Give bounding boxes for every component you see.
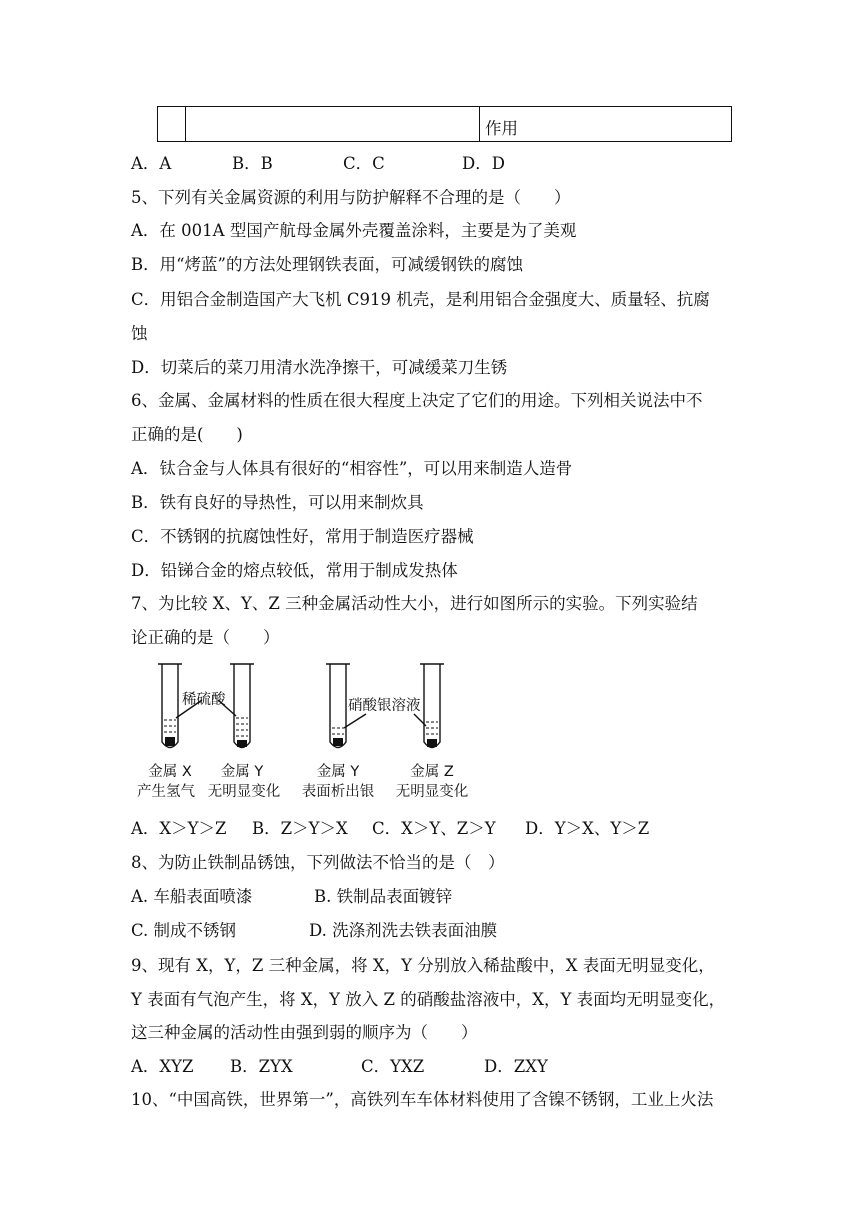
q5-option-b: B．用“烤蓝”的方法处理钢铁表面，可减缓钢铁的腐蚀: [131, 255, 523, 274]
tube-3-result: 表面析出银: [301, 784, 375, 800]
q5-option-d: D．切菜后的菜刀用清水洗净擦干，可减缓菜刀生锈: [131, 358, 508, 377]
table-fragment: [157, 106, 732, 142]
table-divider: [185, 107, 186, 141]
q4-option-a: A．A: [131, 154, 172, 173]
tube-3-metal: 金属 Y: [316, 764, 360, 780]
q6-option-c: C．不锈钢的抗腐蚀性好，常用于制造医疗器械: [131, 527, 474, 546]
q5-stem: 5、下列有关金属资源的利用与防护解释不合理的是（ ）: [131, 188, 571, 207]
q5-option-c: C．用铝合金制造国产大飞机 C919 机壳，是利用铝合金强度大、质量轻、抗腐: [131, 290, 710, 309]
q9-option-c: C．YXZ: [361, 1057, 425, 1076]
metal-z-piece: [427, 739, 437, 747]
q5-option-c-cont: 蚀: [131, 324, 148, 343]
test-tube-x: [162, 664, 178, 748]
q5-option-a: A．在 001A 型国产航母金属外壳覆盖涂料，主要是为了美观: [131, 221, 577, 240]
q7-option-b: B．Z＞Y＞X: [252, 819, 348, 838]
q8-option-b: B. 铁制品表面镀锌: [314, 887, 453, 906]
metal-x-piece: [165, 737, 175, 746]
q8-option-d: D. 洗涤剂洗去铁表面油膜: [309, 921, 498, 940]
q9-stem-2: Y 表面有气泡产生，将 X，Y 放入 Z 的硝酸盐溶液中，X，Y 表面均无明显变化，: [131, 990, 726, 1009]
q9-option-b: B．ZYX: [230, 1057, 293, 1076]
table-cell: 作用: [485, 119, 518, 138]
q4-option-c: C．C: [343, 154, 385, 173]
q8-option-c: C. 制成不锈钢: [131, 921, 237, 940]
q7-option-a: A．X＞Y＞Z: [131, 819, 227, 838]
tube-4-result: 无明显变化: [395, 784, 469, 800]
q9-stem-1: 9、现有 X，Y，Z 三种金属，将 X，Y 分别放入稀盐酸中，X 表面无明显变化，: [131, 956, 715, 975]
test-tube-y-acid: [234, 664, 250, 748]
q9-stem-3: 这三种金属的活动性由强到弱的顺序为（ ）: [131, 1023, 478, 1042]
q4-option-d: D．D: [462, 154, 505, 173]
q8-stem: 8、为防止铁制品锈蚀，下列做法不恰当的是（ ）: [131, 853, 505, 872]
test-tube-z: [424, 664, 440, 748]
tube-4-metal: 金属 Z: [410, 764, 454, 780]
q6-option-b: B．铁有良好的导热性，可以用来制炊具: [131, 493, 424, 512]
table-divider: [479, 107, 480, 141]
q9-option-a: A．XYZ: [131, 1057, 194, 1076]
q6-option-d: D．铅锑合金的熔点较低，常用于制成发热体: [131, 561, 458, 580]
q6-stem: 6、金属、金属材料的性质在很大程度上决定了它们的用途。下列相关说法中不: [131, 391, 703, 410]
tube-2-metal: 金属 Y: [220, 764, 264, 780]
q7-stem-cont: 论正确的是（ ）: [131, 628, 280, 647]
q6-stem-cont: 正确的是( ): [131, 425, 243, 444]
q10-stem: 10、“中国高铁，世界第一”，高铁列车车体材料使用了含镍不锈钢，工业上火法: [131, 1090, 714, 1109]
q4-option-b: B．B: [232, 154, 273, 173]
q8-option-a: A. 车船表面喷漆: [131, 887, 253, 906]
test-tube-figure: [130, 658, 475, 801]
tube-2-result: 无明显变化: [207, 784, 281, 800]
q7-option-c: C．X＞Y、Z＞Y: [372, 819, 496, 838]
tube-1-metal: 金属 X: [148, 764, 192, 780]
q6-option-a: A．钛合金与人体具有很好的“相容性”，可以用来制造人造骨: [131, 459, 573, 478]
reagent-label-1: 稀硫酸: [182, 692, 226, 708]
q7-stem: 7、为比较 X、Y、Z 三种金属活动性大小，进行如图所示的实验。下列实验结: [131, 594, 698, 613]
q7-option-d: D．Y＞X、Y＞Z: [525, 819, 650, 838]
tube-1-result: 产生氢气: [137, 784, 195, 800]
q9-option-d: D．ZXY: [484, 1057, 548, 1076]
test-tube-y-silver: [330, 664, 346, 748]
metal-y-piece: [333, 738, 343, 746]
metal-y-piece: [237, 740, 247, 747]
reagent-label-2: 硝酸银溶液: [348, 698, 421, 714]
